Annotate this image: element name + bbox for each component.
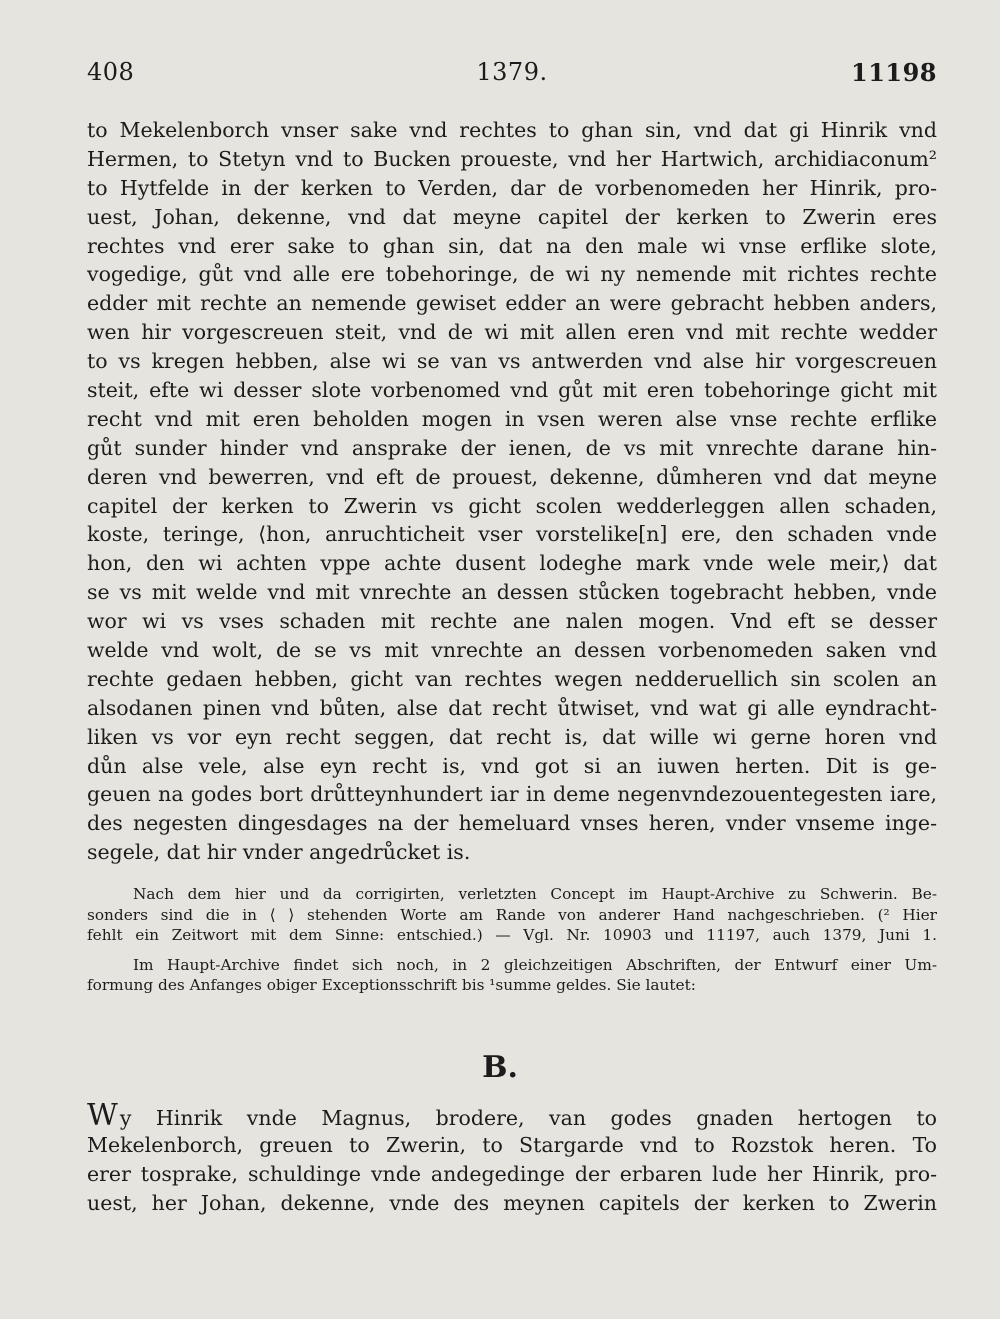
initial-letter: W [87, 1098, 120, 1133]
main-text-block [87, 116, 937, 867]
text-line: capitel der kerken to Zwerin vs gicht scolen wedderleggen allen schaden, [87, 493, 937, 518]
year-heading: 1379. [476, 58, 548, 86]
text-line: to Hytfelde in der kerken to Verden, dar de vorbenomeden her Hinrik, pro- [87, 175, 937, 200]
text-line: wor wi vs vses schaden mit rechte ane nalen mogen. Vnd eft se desser [87, 609, 937, 634]
text-line: Hermen, to Stetyn vnd to Bucken proueste, vnd her Hartwich, archidiaconum² [87, 146, 937, 171]
text-line: rechte gedaen hebben, gicht van rechtes wegen nedderuellich sin scolen an [87, 666, 937, 691]
text-line: se vs mit welde vnd mit vnrechte an dessen stůcken togebracht hebben, vnde [87, 580, 937, 605]
text-line: wen hir vorgescreuen steit, vnd de wi mit allen eren vnd mit rechte wedder [87, 320, 937, 345]
note-line: Im Haupt-Archive findet sich noch, in 2 gleichzeitigen Abschriften, der Entwurf einer Um- [133, 955, 937, 974]
section-heading: B. [482, 1050, 518, 1085]
text-line: edder mit rechte an nemende gewiset edder an were gebracht hebben anders, [87, 291, 937, 316]
text-line: Mekelenborch, greuen to Zwerin, to Stargarde vnd to Rozstok heren. To [87, 1132, 937, 1157]
first-line-text: y Hinrik vnde Magnus, brodere, van godes gnaden hertogen to [119, 1106, 937, 1130]
text-line: uest, her Johan, dekenne, vnde des meynen capitels der kerken to Zwerin [87, 1190, 937, 1215]
note-line: formung des Anfanges obiger Exceptionsschrift bis ¹summe geldes. Sie lautet: [87, 976, 696, 994]
section-first-line [87, 1098, 937, 1133]
text-line: liken vs vor eyn recht seggen, dat recht is, dat wille wi gerne horen vnd [87, 724, 937, 749]
text-line: geuen na godes bort drůtteynhundert iar in deme negenvndezouentegesten iare, [87, 782, 937, 807]
note-line: sonders sind die in ⟨ ⟩ stehenden Worte am Rande von anderer Hand nachgeschrieben. (² Hier [87, 905, 937, 924]
text-line: erer tosprake, schuldinge vnde andegedinge der erbaren lude her Hinrik, pro- [87, 1161, 937, 1186]
editorial-notes [87, 884, 937, 996]
page-header [87, 58, 937, 94]
document-number: 11198 [851, 58, 937, 87]
text-line: steit, efte wi desser slote vorbenomed vnd gůt mit eren tobehoringe gicht mit [87, 378, 937, 403]
text-line: des negesten dingesdages na der hemeluard vnses heren, vnder vnseme inge- [87, 811, 937, 836]
text-line: segele, dat hir vnder angedrůcket is. [87, 840, 471, 865]
text-line: recht vnd mit eren beholden mogen in vsen weren alse vnse rechte erflike [87, 406, 937, 431]
text-line: vogedige, gůt vnd alle ere tobehoringe, de wi ny nemende mit richtes rechte [87, 262, 937, 287]
text-line: alsodanen pinen vnd bůten, alse dat recht ůtwiset, vnd wat gi alle eyndracht- [87, 695, 937, 720]
text-line: to vs kregen hebben, alse wi se van vs antwerden vnd alse hir vorgescreuen [87, 349, 937, 374]
note-line: fehlt ein Zeitwort mit dem Sinne: entschied.) — Vgl. Nr. 10903 und 11197, auch 1379, Juni 1. [87, 926, 937, 944]
note-line: Nach dem hier und da corrigirten, verletzten Concept im Haupt-Archive zu Schwerin. Be- [133, 885, 937, 903]
text-line: deren vnd bewerren, vnd eft de prouest, dekenne, důmheren vnd dat meyne [87, 464, 937, 489]
text-line: koste, teringe, ⟨hon, anruchticheit vser vorstelike[n] ere, den schaden vnde [87, 522, 937, 547]
text-line: to Mekelenborch vnser sake vnd rechtes to ghan sin, vnd dat gi Hinrik vnd [87, 118, 937, 142]
text-line: uest, Johan, dekenne, vnd dat meyne capitel der kerken to Zwerin eres [87, 204, 937, 229]
text-line: welde vnd wolt, de se vs mit vnrechte an dessen vorbenomeden saken vnd [87, 638, 937, 663]
text-line: gůt sunder hinder vnd ansprake der ienen, de vs mit vnrechte darane hin- [87, 435, 937, 460]
text-line: rechtes vnd erer sake to ghan sin, dat na den male wi vnse erflike slote, [87, 233, 937, 258]
text-line: důn alse vele, alse eyn recht is, vnd got si an iuwen herten. Dit is ge- [87, 753, 937, 778]
page-number: 408 [87, 58, 135, 86]
text-line: hon, den wi achten vppe achte dusent lodeghe mark vnde wele meir,⟩ dat [87, 551, 937, 576]
section-b-text [87, 1098, 937, 1218]
